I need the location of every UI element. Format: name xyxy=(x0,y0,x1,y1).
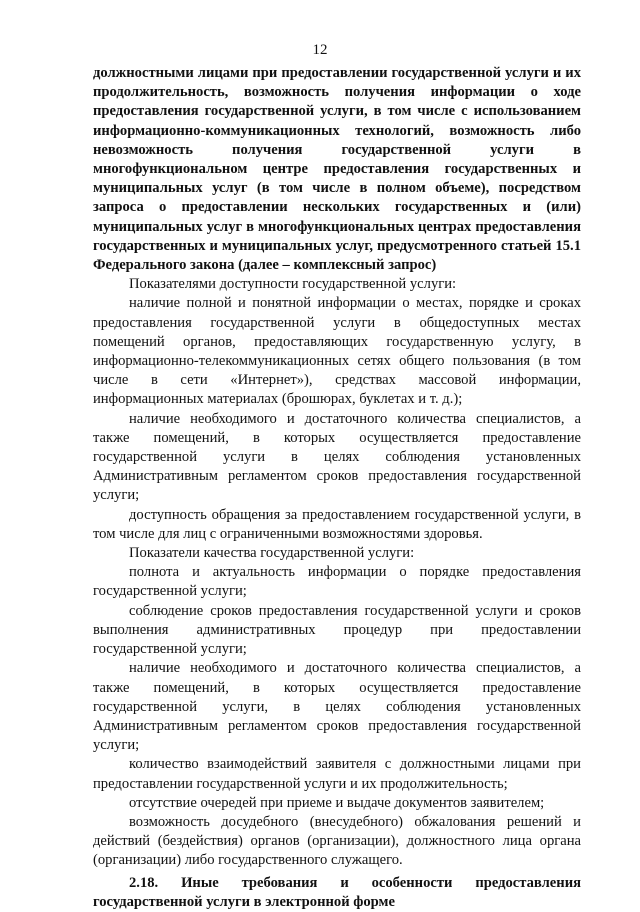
page-number: 12 xyxy=(312,42,328,58)
bold-continuation-paragraph: должностными лицами при предоставлении государственной услуги и их продолжительность, возможность получения информации о ходе предоставления государственной услуги, в том числе с использованием информационно-коммуникационных технологий, возможность либо невозможность получения государственной услуги в многофункциональном центре предоставления государственных и муниципальных услуг (в том числе в полном объеме), посредством запроса о предоставлении нескольких государственных и (или) муниципальных услуг в многофункциональных центрах предоставления государственных и муниципальных услуг, предусмотренного статьей 15.1 Федерального закона (далее – комплексный запрос) xyxy=(93,65,581,274)
paragraph-access-disabled: доступность обращения за предоставлением государственной услуги, в том числе для лиц с ограниченными возможностями здоровья. xyxy=(93,506,581,542)
section-heading-2-18: 2.18. Иные требования и особенности предоставления государственной услуги в электронной форме xyxy=(93,874,581,910)
paragraph-appeal: возможность досудебного (внесудебного) обжалования решений и действий (бездействия) органов (организации), должностного лица органа (организации) либо государственного служащего. xyxy=(93,813,581,869)
accessibility-indicators-heading: Показателями доступности государственной услуги: xyxy=(129,276,457,293)
paragraph-specialists-premises-quality: наличие необходимого и достаточного количества специалистов, а также помещений, в которых осуществляется предоставление государственной услуги, в целях соблюдения установленных Административным регламентом сроков предоставления государственной услуги; xyxy=(93,660,581,754)
paragraph-information-completeness: полнота и актуальность информации о порядке предоставления государственной услуги; xyxy=(93,564,581,600)
quality-indicators-heading: Показатели качества государственной услуги: xyxy=(129,545,415,562)
paragraph-deadlines: соблюдение сроков предоставления государственной услуги и сроков выполнения административных процедур при предоставлении государственной услуги; xyxy=(93,602,581,658)
paragraph-interactions: количество взаимодействий заявителя с должностными лицами при предоставлении государственной услуги и их продолжительность; xyxy=(93,756,581,792)
document-body xyxy=(93,64,581,912)
paragraph-no-queues: отсутствие очередей при приеме и выдаче документов заявителем; xyxy=(129,794,545,811)
paragraph-information-availability: наличие полной и понятной информации о местах, порядке и сроках предоставления государственной услуги в общедоступных местах помещений органов, предоставляющих государственную услугу, в информационно-телекоммуникационных сетях общего пользования (в том числе в сети «Интернет»), средствах массовой информации, информационных материалах (брошюрах, буклетах и т. д.); xyxy=(93,295,581,408)
paragraph-specialists-premises: наличие необходимого и достаточного количества специалистов, а также помещений, в которых осуществляется предоставление государственной услуги в целях соблюдения установленных Административным регламентом сроков предоставления государственной услуги; xyxy=(93,410,581,504)
